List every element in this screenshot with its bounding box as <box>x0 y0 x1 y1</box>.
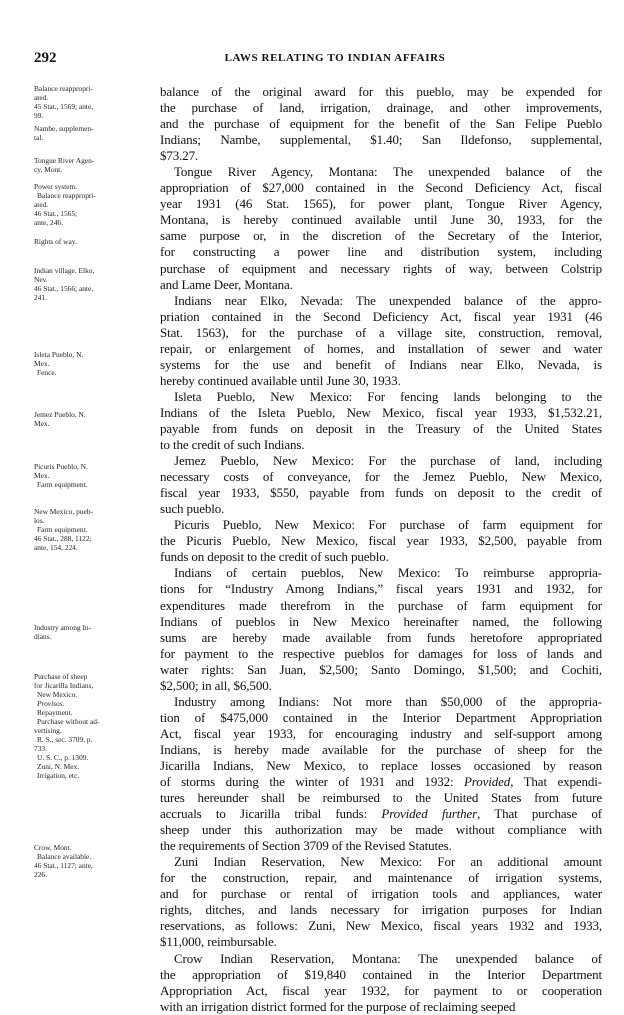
body-line: of storms during the winter of 1931 and 1932: Provided, That expendi- <box>160 774 602 790</box>
body-line: the purchase of land, irrigation, drainage, and other improvements, <box>160 100 602 116</box>
body-line: sums are hereby made available from funds heretofore appropriated <box>160 629 602 645</box>
margin-note-line: 45 Stat., 1569; ante, <box>34 102 94 111</box>
margin-note <box>34 237 152 246</box>
margin-note <box>34 843 152 879</box>
body-line: for constructing a power line and distribution system, including <box>160 244 602 260</box>
margin-note-line: 46 Stat., 1565; <box>34 209 78 218</box>
margin-note-line: 46 Stat., 288, 1122; <box>34 534 92 543</box>
body-line: with an irrigation district formed for the purpose of reclaiming seeped <box>160 998 516 1014</box>
margin-note-line: Indian village, Elko, <box>34 266 95 275</box>
body-line: priation contained in the Second Deficiency Act, fiscal year 1931 (46 <box>160 308 602 324</box>
margin-note-line: 99. <box>34 111 44 120</box>
margin-note <box>34 410 152 428</box>
margin-note-line: 733. <box>34 744 47 753</box>
margin-note-line: U. S. C., p. 1309. <box>37 753 89 762</box>
body-line: tion of $475,000 contained in the Interior Department Appropriation <box>160 709 602 725</box>
body-line: year 1931 (46 Stat. 1565), for power plant, Tongue River Agency, <box>160 196 602 212</box>
margin-note <box>34 182 152 227</box>
body-line: and the purchase of equipment for the benefit of the San Felipe Pueblo <box>160 116 602 132</box>
body-line: payable from funds on deposit in the Treasury of the United States <box>160 420 602 436</box>
margin-note <box>34 623 152 641</box>
body-line: Jicarilla Indians, New Mexico, to replace losses occasioned by reason <box>160 757 602 773</box>
margin-note-line: vertising. <box>34 726 62 735</box>
margin-note-line: 241. <box>34 293 47 302</box>
margin-note <box>34 672 152 780</box>
body-line: sheep under this authorization may be made without compliance with <box>160 822 602 838</box>
margin-note-line: Balance available. <box>37 852 92 861</box>
body-line: the appropriation of $19,840 contained in the Interior Department <box>160 966 602 982</box>
running-head: LAWS RELATING TO INDIAN AFFAIRS <box>224 52 446 64</box>
body-line: and Lame Deer, Montana. <box>160 276 293 292</box>
margin-note <box>34 156 152 174</box>
body-line: expenditures made therefrom in the purchase of farm equipment for <box>160 597 602 613</box>
margin-note-line: Industry among In- <box>34 623 92 632</box>
body-line: Picuris Pueblo, New Mexico: For purchase of farm equipment for <box>174 517 602 533</box>
margin-note-line: Mex. <box>34 359 50 368</box>
margin-note-line: los. <box>34 516 45 525</box>
margin-note-line: Nambe, supplemen- <box>34 124 94 133</box>
margin-note-line: Irrigation, etc. <box>37 771 80 780</box>
body-line: hereby continued available until June 30, 1933. <box>160 372 401 388</box>
page-number: 292 <box>34 50 57 66</box>
body-line: Crow Indian Reservation, Montana: The unexpended balance of <box>174 950 602 966</box>
margin-note-line: Power system. <box>34 182 78 191</box>
margin-note-line: New Mexico, pueb- <box>34 507 93 516</box>
body-line: reservations, as follows: Zuni, New Mexico, fiscal years 1932 and 1933, <box>160 918 602 934</box>
margin-note-line: tal. <box>34 133 44 142</box>
body-line: water rights: San Juan, $2,500; Santo Domingo, $1,500; and Cochiti, <box>160 661 602 677</box>
margin-note-line: ante, 154, 224. <box>34 543 78 552</box>
body-line: Montana, is hereby continued available until June 30, 1933, for the <box>160 212 602 228</box>
margin-note <box>34 266 152 302</box>
margin-note-line: Provisos. <box>37 699 65 708</box>
body-line: such pueblo. <box>160 501 225 517</box>
body-line: Indians of certain pueblos, New Mexico: To reimburse appropria- <box>174 565 602 581</box>
body-line: Indians, is hereby made available for the purchase of sheep for the <box>160 741 602 757</box>
body-line: Zuni Indian Reservation, New Mexico: For an additional amount <box>174 854 602 870</box>
margin-note-line: Isleta Pueblo, N. <box>34 350 84 359</box>
body-line: Isleta Pueblo, New Mexico: For fencing lands belonging to the <box>174 388 602 404</box>
margin-note-line: Repayment. <box>37 708 73 717</box>
body-line: $73.27. <box>160 148 199 164</box>
body-line: Indians of pueblos in New Mexico hereinafter named, the following <box>160 613 602 629</box>
margin-note-line: Fence. <box>37 368 57 377</box>
margin-note-line: for Jicarilla Indians, <box>34 681 94 690</box>
margin-note-line: Farm equipment. <box>37 480 88 489</box>
body-text <box>160 84 602 1015</box>
margin-note <box>34 462 152 489</box>
body-line: repair, or enlargement of homes, and installation of sewer and water <box>160 340 602 356</box>
body-line: appropriation of $27,000 contained in the Second Deficiency Act, fiscal <box>160 180 602 196</box>
body-line: funds on deposit to the credit of such pueblo. <box>160 549 389 565</box>
margin-note-line: 46 Stat., 1566; ante, <box>34 284 94 293</box>
margin-note-line: Mex. <box>34 419 50 428</box>
margin-note-line: New Mexico. <box>37 690 78 699</box>
margin-note-line: 46 Stat., 1127; ante, <box>34 861 93 870</box>
body-line: Tongue River Agency, Montana: The unexpended balance of the <box>174 164 602 180</box>
body-line: accruals to Jicarilla tribal funds: Provided further, That purchase of <box>160 806 602 822</box>
body-line: balance of the original award for this pueblo, may be expended for <box>160 84 602 99</box>
body-line: for payment to the respective pueblos for damages for loss of lands and <box>160 645 602 661</box>
margin-note-line: Picuris Pueblo, N. <box>34 462 88 471</box>
body-line: for the construction, repair, and maintenance of irrigation systems, <box>160 870 602 886</box>
margin-note-line: Tongue River Agen- <box>34 156 95 165</box>
body-line: $11,000, reimbursable. <box>160 934 277 950</box>
body-line: $2,500; in all, $6,500. <box>160 677 272 693</box>
body-line: purchase of equipment and necessary rights of way, between Colstrip <box>160 260 602 276</box>
body-line: Indians near Elko, Nevada: The unexpended balance of the appro- <box>174 292 602 308</box>
margin-note-line: Rights of way. <box>34 237 77 246</box>
margin-note-line: Jemez Pueblo, N. <box>34 410 86 419</box>
margin-note-line: Nev. <box>34 275 48 284</box>
body-line: tures hereunder shall be reimbursed to the United States from future <box>160 790 602 806</box>
body-line: Stat. 1563), for the purchase of a village site, construction, removal, <box>160 324 602 340</box>
body-line: systems for the use and benefit of Indians near Elko, Nevada, is <box>160 356 602 372</box>
body-line: and for purchase or rental of irrigation tools and appliances, water <box>160 886 602 902</box>
body-line: Act, fiscal year 1933, for encouraging industry and self-support among <box>160 725 602 741</box>
margin-note-line: R. S., sec. 3709, p. <box>37 735 93 744</box>
body-line: Indians of the Isleta Pueblo, New Mexico, fiscal year 1933, $1,532.21, <box>160 404 602 420</box>
margin-note-line: Crow, Mont. <box>34 843 72 852</box>
margin-note-line: Farm equipment. <box>37 525 88 534</box>
margin-note <box>34 124 152 142</box>
body-line: tions for “Industry Among Indians,” fiscal years 1931 and 1932, for <box>160 581 602 597</box>
margin-note-line: ante, 246. <box>34 218 63 227</box>
body-line: Appropriation Act, fiscal year 1932, for payment to or cooperation <box>160 982 602 998</box>
margin-note-line: cy, Mont. <box>34 165 63 174</box>
margin-note <box>34 84 152 120</box>
margin-note-line: Balance reappropri- <box>34 84 93 93</box>
margin-note-line: Purchase without ad- <box>37 717 100 726</box>
margin-note-line: ated. <box>34 200 49 209</box>
margin-note-line: 226. <box>34 870 47 879</box>
margin-note-line: Mex. <box>34 471 50 480</box>
margin-note-line: ated. <box>34 93 49 102</box>
body-line: the Picuris Pueblo, New Mexico, fiscal year 1933, $2,500, payable from <box>160 533 602 549</box>
body-line: Industry among Indians: Not more than $50,000 of the appropria- <box>174 693 602 709</box>
body-line: fiscal year 1933, $550, payable from funds on deposit to the credit of <box>160 485 602 501</box>
margin-note <box>34 350 152 377</box>
body-line: the requirements of Section 3709 of the Revised Statutes. <box>160 838 452 854</box>
body-line: rights, ditches, and lands necessary for irrigation purposes for Indian <box>160 902 602 918</box>
margin-note-line: Purchase of sheep <box>34 672 88 681</box>
margin-note-line: dians. <box>34 632 52 641</box>
margin-note <box>34 507 152 552</box>
margin-note-line: Balance reappropri- <box>37 191 96 200</box>
margin-note-line: Zuni, N. Mex. <box>37 762 80 771</box>
body-line: Indians; Nambe, supplemental, $1.40; San Ildefonso, supplemental, <box>160 132 602 148</box>
body-line: necessary costs of conveyance, for the Jemez Pueblo, New Mexico, <box>160 469 602 485</box>
body-line: to the credit of such Indians. <box>160 437 305 453</box>
body-line: Jemez Pueblo, New Mexico: For the purchase of land, including <box>174 453 602 469</box>
body-line: same purpose or, in the discretion of the Secretary of the Interior, <box>160 228 602 244</box>
